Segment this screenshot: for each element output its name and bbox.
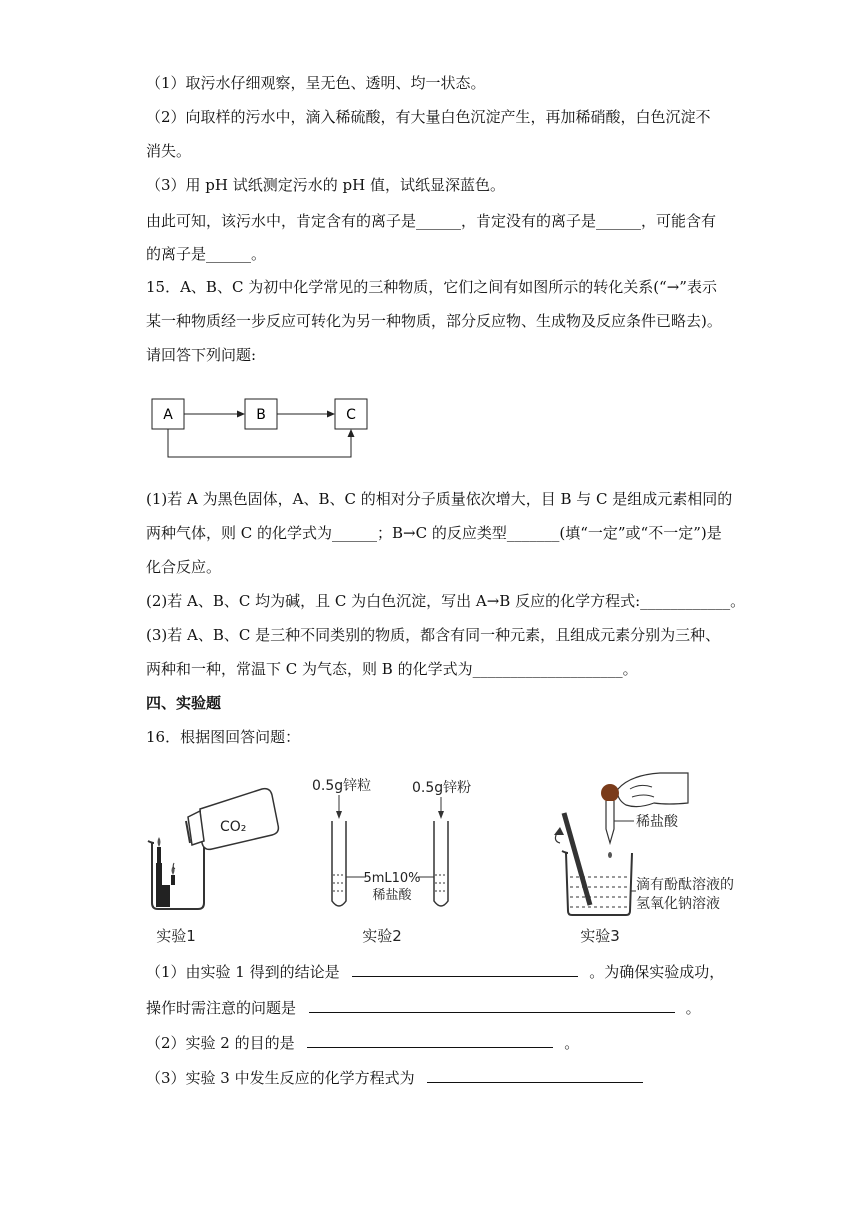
q15-part2: (2)若 A、B、C 均为碱，且 C 为白色沉淀，写出 A→B 反应的化学方程式:____________。 — [146, 592, 746, 610]
q15-part1-line3: 化合反应。 — [146, 558, 222, 576]
q16-answer-2-prefix: （2）实验 2 的目的是 — [146, 1034, 295, 1052]
experiment-2-apparatus — [312, 777, 471, 945]
q15-part1-line1: (1)若 A 为黑色固体，A、B、C 的相对分子质量依次增大，目 B 与 C 是组成元素相同的 — [146, 490, 733, 508]
tall-candle — [157, 847, 161, 863]
box-b-label: B — [256, 407, 266, 423]
experiment-3-caption: 实验3 — [580, 927, 620, 945]
zinc-powder-label: 0.5g锌粉 — [412, 780, 472, 796]
q16-answer-1b — [146, 997, 701, 1019]
q16-answer-1-suffix: 。为确保实验成功， — [589, 963, 725, 981]
q15-part3-line1: (3)若 A、B、C 是三种不同类别的物质，都含有同一种元素，且组成元素分别为三种、 — [146, 626, 721, 644]
experiment-3-apparatus — [554, 773, 734, 945]
hand — [618, 773, 688, 807]
experiment-2-caption: 实验2 — [362, 927, 402, 945]
conclusion-line2: 的离子是______。 — [146, 245, 267, 263]
experiment-1-apparatus — [148, 789, 278, 945]
dropper-tube — [606, 801, 614, 843]
q16-answer-3-prefix: （3）实验 3 中发生反应的化学方程式为 — [146, 1069, 415, 1087]
arrow-a-to-b-head — [237, 411, 245, 418]
q16-answer-1b-suffix: 。 — [685, 999, 701, 1017]
answer-blank-1[interactable] — [352, 961, 578, 977]
experiment-figure — [140, 765, 770, 955]
observation-2-line1: （2）向取样的污水中，滴入稀硫酸，有大量白色沉淀产生，再加稀硝酸，白色沉淀不 — [146, 108, 711, 126]
dropper-label: 稀盐酸 — [636, 814, 678, 830]
conversion-diagram — [146, 395, 386, 465]
q16-answer-1 — [146, 961, 724, 983]
box-c-label: C — [346, 407, 356, 423]
flame-1 — [158, 837, 161, 847]
dropper-bulb — [601, 784, 619, 802]
acid-amount-label: 5mL10% — [363, 871, 421, 886]
test-tube-1 — [332, 821, 346, 906]
arrow-a-to-c-head — [348, 429, 355, 437]
conclusion-line1: 由此可知，该污水中，肯定含有的离子是______，肯定没有的离子是______，可能含有 — [146, 212, 717, 230]
observation-1: （1）取污水仔细观察，呈无色、透明、均一状态。 — [146, 74, 486, 92]
beaker-label-line1: 滴有酚酞溶液的 — [636, 877, 734, 893]
q15-stem-line3: 请回答下列问题: — [146, 346, 257, 364]
q16-answer-1-prefix: （1）由实验 1 得到的结论是 — [146, 963, 340, 981]
experiment-1-caption: 实验1 — [156, 927, 196, 945]
q16-answer-2-suffix: 。 — [564, 1034, 580, 1052]
short-candle — [171, 875, 175, 885]
acid-name-label: 稀盐酸 — [372, 888, 412, 903]
test-tube-2 — [434, 821, 448, 906]
arrow-b-to-c-head — [327, 411, 335, 418]
zinc-granule-label: 0.5g锌粒 — [312, 778, 372, 794]
box-a-label: A — [163, 407, 173, 423]
observation-2-line2: 消失。 — [146, 142, 192, 160]
observation-3: （3）用 pH 试纸测定污水的 pH 值，试纸显深蓝色。 — [146, 176, 505, 194]
section-title: 四、实验题 — [146, 694, 222, 712]
answer-blank-3[interactable] — [307, 1032, 553, 1048]
co2-label: CO₂ — [220, 819, 247, 835]
q16-answer-2 — [146, 1032, 579, 1054]
q15-part3-line2: 两种和一种，常温下 C 为气态，则 B 的化学式为____________________。 — [146, 660, 638, 678]
q16-answer-1b-prefix: 操作时需注意的问题是 — [146, 999, 297, 1017]
q15-part1-line2: 两种气体，则 C 的化学式为______；B→C 的反应类型_______(填“一定”或“不一定”)是 — [146, 524, 722, 542]
arrow-a-to-c — [168, 429, 351, 457]
answer-blank-4[interactable] — [427, 1067, 643, 1083]
q16-stem: 16．根据图回答问题： — [146, 728, 301, 746]
q15-stem-line1: 15．A、B、C 为初中化学常见的三种物质，它们之间有如图所示的转化关系(“→”表示 — [146, 278, 717, 296]
q15-stem-line2: 某一种物质经一步反应可转化为另一种物质，部分反应物、生成物及反应条件已略去)。 — [146, 312, 722, 330]
beaker-label-line2: 氢氧化钠溶液 — [636, 896, 720, 912]
stair-stand — [156, 863, 162, 907]
answer-blank-2[interactable] — [309, 997, 675, 1013]
q16-answer-3 — [146, 1067, 643, 1089]
